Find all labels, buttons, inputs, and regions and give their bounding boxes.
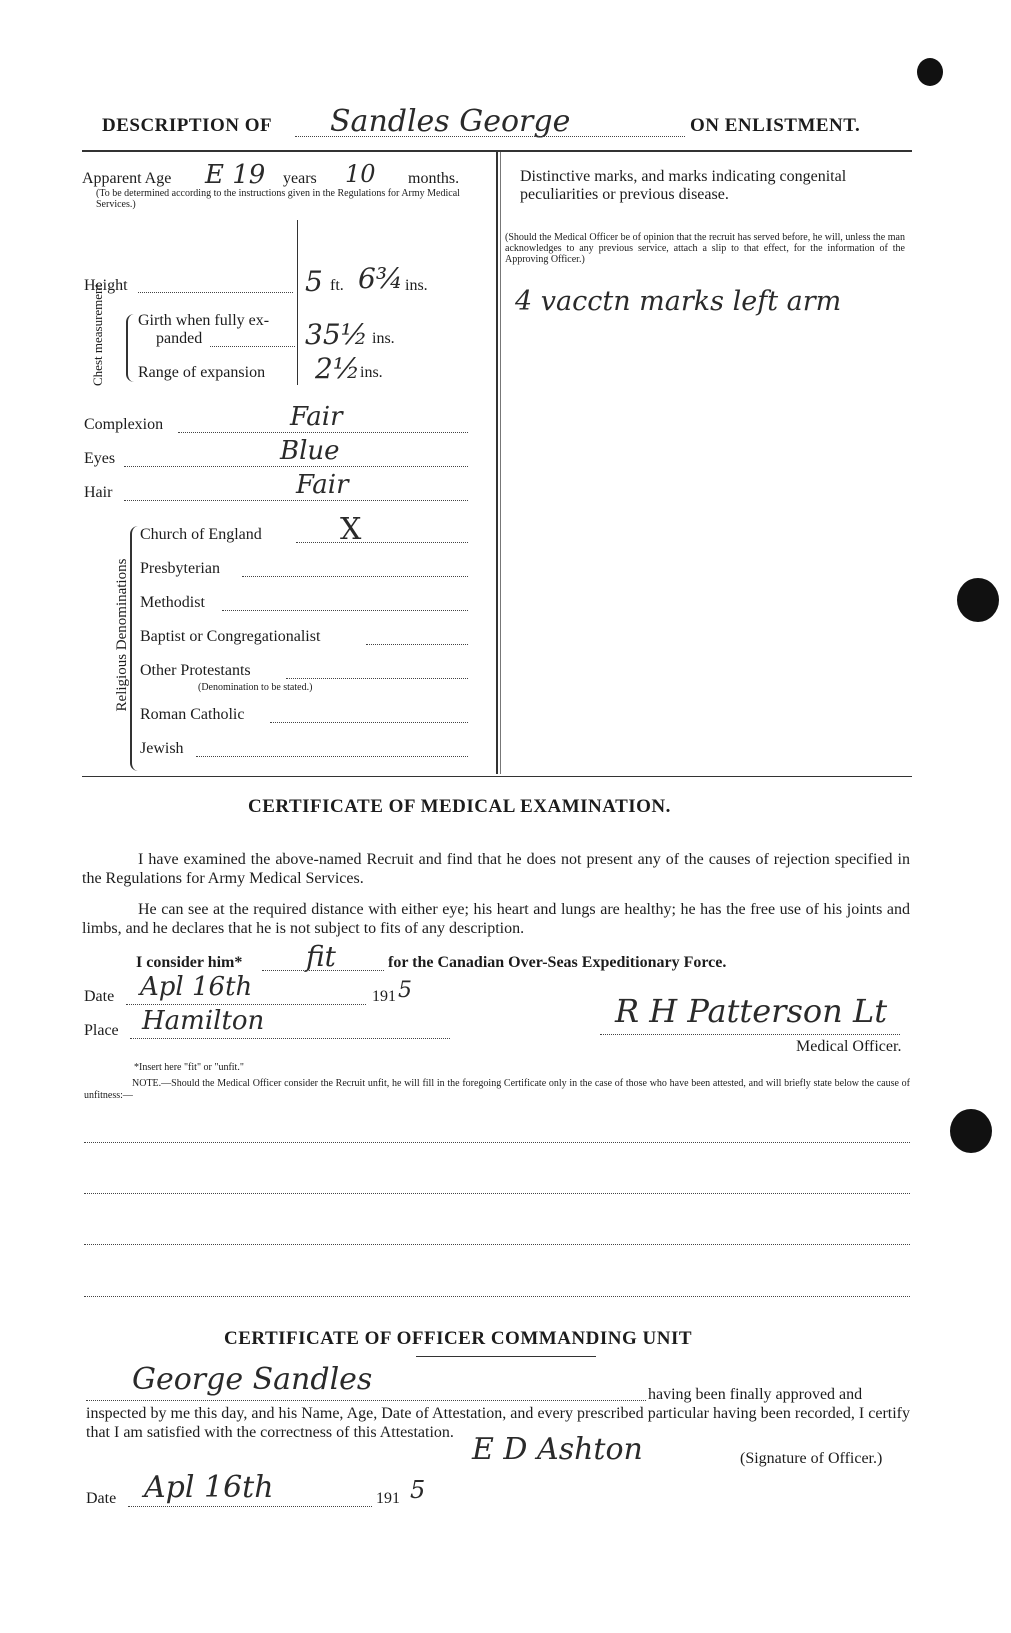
other-protestants-label: Other Protestants (140, 662, 251, 679)
commanding-title-rule (416, 1356, 596, 1357)
age-years-value: E 19 (205, 160, 266, 190)
presbyterian-label: Presbyterian (140, 560, 220, 577)
roman-catholic-dotted-line (270, 722, 468, 723)
height-feet-value: 5 (305, 265, 323, 298)
signature-of-officer-label: (Signature of Officer.) (740, 1450, 883, 1467)
roman-catholic-label: Roman Catholic (140, 706, 245, 723)
medical-place-value: Hamilton (142, 1006, 265, 1036)
punch-hole-middle (957, 578, 999, 622)
church-of-england-mark: X (340, 512, 362, 547)
unfitness-line-4 (84, 1296, 910, 1297)
medical-date-label: Date (84, 988, 115, 1005)
methodist-dotted-line (222, 610, 468, 611)
girth-unit: ins. (372, 330, 395, 347)
eyes-value: Blue (280, 436, 340, 466)
fit-dotted-line (262, 970, 384, 971)
medical-paragraph-2: He can see at the required distance with either eye; his heart and lungs are healthy; he has the free use of his joints and limbs, and he declares that he is not subject to fits of any description. (82, 901, 910, 937)
complexion-value: Fair (290, 402, 343, 432)
unfitness-line-3 (84, 1244, 910, 1245)
jewish-label: Jewish (140, 740, 184, 757)
medical-place-label: Place (84, 1022, 119, 1039)
hair-label: Hair (84, 484, 113, 501)
commanding-year-prefix: 191 (376, 1490, 400, 1507)
commanding-recruit-name: George Sandles (132, 1362, 373, 1397)
medical-certificate-title: CERTIFICATE OF MEDICAL EXAMINATION. (248, 796, 671, 817)
complexion-dotted-line (178, 432, 468, 433)
having-approved-text: having been finally approved and (648, 1386, 863, 1403)
jewish-dotted-line (196, 756, 468, 757)
height-label: Height (84, 277, 128, 294)
insert-fit-note: *Insert here "fit" or "unfit." (134, 1062, 244, 1073)
medical-date-dotted-line (126, 1004, 366, 1005)
girth-label-line2: panded (156, 330, 203, 347)
religion-brace (130, 526, 140, 771)
name-dotted-line (295, 136, 685, 137)
commanding-paragraph: inspected by me this day, and his Name, Age, Date of Attestation, and every prescribed particular having been recorded, I certify that I am satisfied with the correctness of this Attestation. (86, 1405, 910, 1441)
range-value: 2½ (315, 352, 360, 385)
complexion-label: Complexion (84, 416, 164, 433)
force-label: for the Canadian Over-Seas Expeditionary Force. (388, 954, 727, 971)
girth-value: 35½ (305, 318, 368, 351)
height-inches-value: 6¾ (358, 262, 403, 295)
medical-year-prefix: 191 (372, 988, 396, 1005)
commanding-date-label: Date (86, 1490, 117, 1507)
apparent-age-label: Apparent Age (82, 170, 172, 187)
medical-paragraph-1: I have examined the above-named Recruit and find that he does not present any of the causes of rejection specified in the Regulations for Army Medical Services. (82, 851, 910, 887)
medical-year-suffix: 5 (398, 978, 412, 1003)
girth-dotted-line (210, 346, 295, 347)
other-protestants-note: (Denomination to be stated.) (198, 682, 313, 693)
months-label: months. (408, 170, 460, 187)
presbyterian-dotted-line (242, 576, 468, 577)
unfitness-line-2 (84, 1193, 910, 1194)
medical-officer-label: Medical Officer. (796, 1038, 902, 1055)
physical-section-bottom-rule (82, 776, 912, 777)
punch-hole-top (917, 58, 943, 86)
height-dotted-line (138, 292, 293, 293)
fit-value: fit (306, 940, 336, 973)
eyes-dotted-line (124, 466, 468, 467)
baptist-label: Baptist or Congregationalist (140, 628, 321, 645)
column-divider (496, 152, 498, 774)
on-enlistment-label: ON ENLISTMENT. (690, 115, 861, 136)
medical-place-dotted-line (130, 1038, 450, 1039)
commanding-certificate-title: CERTIFICATE OF OFFICER COMMANDING UNIT (224, 1328, 693, 1349)
commanding-officer-signature: E D Ashton (472, 1432, 643, 1467)
recruit-name-handwritten: Sandles George (330, 104, 571, 139)
unfit-note: NOTE.—Should the Medical Officer consider the Recruit unfit, he will fill in the foregoing Certificate only in the case of those who have been attested, and will briefly state below the cause of unfitness:— (84, 1078, 910, 1101)
commanding-date-value: Apl 16th (144, 1470, 274, 1505)
medical-officer-signature: R H Patterson Lt (615, 992, 888, 1030)
commanding-date-dotted-line (128, 1506, 372, 1507)
other-protestants-dotted-line (286, 678, 468, 679)
distinctive-marks-note: (Should the Medical Officer be of opinion that the recruit has served before, he will, unless the man acknowledges to any previous service, attach a slip to that effect, for the information of the Approving Officer.) (505, 232, 905, 265)
girth-label-line1: Girth when fully ex- (138, 312, 270, 329)
commanding-year-suffix: 5 (410, 1476, 426, 1504)
eyes-label: Eyes (84, 450, 116, 467)
description-of-label: DESCRIPTION OF (102, 115, 273, 136)
unfitness-line-1 (84, 1142, 910, 1143)
age-months-value: 10 (345, 160, 376, 188)
measurement-column-rule (297, 220, 298, 385)
church-of-england-label: Church of England (140, 526, 262, 543)
chest-brace (126, 314, 134, 382)
ins-label: ins. (405, 277, 428, 294)
church-dotted-line (296, 542, 468, 543)
age-note: (To be determined according to the instructions given in the Regulations for Army Medical Services.) (96, 188, 460, 210)
range-unit: ins. (360, 364, 383, 381)
chest-measurement-label: Chest measurement (90, 283, 105, 386)
hair-dotted-line (124, 500, 468, 501)
distinctive-marks-value: 4 vacctn marks left arm (515, 286, 842, 317)
medical-date-value: Apl 16th (140, 972, 253, 1002)
hair-value: Fair (296, 470, 349, 500)
column-divider-secondary (500, 152, 501, 774)
religious-denominations-label: Religious Denominations (114, 558, 130, 712)
range-of-expansion-label: Range of expansion (138, 364, 266, 381)
distinctive-marks-heading: Distinctive marks, and marks indicating congenital peculiarities or previous disease. (520, 168, 847, 203)
baptist-dotted-line (366, 644, 468, 645)
punch-hole-bottom (950, 1109, 992, 1153)
years-label: years (283, 170, 317, 187)
medical-officer-signature-line (600, 1034, 900, 1035)
commanding-name-dotted-line (86, 1400, 646, 1401)
methodist-label: Methodist (140, 594, 205, 611)
consider-him-label: I consider him* (136, 954, 243, 971)
ft-label: ft. (330, 277, 344, 294)
